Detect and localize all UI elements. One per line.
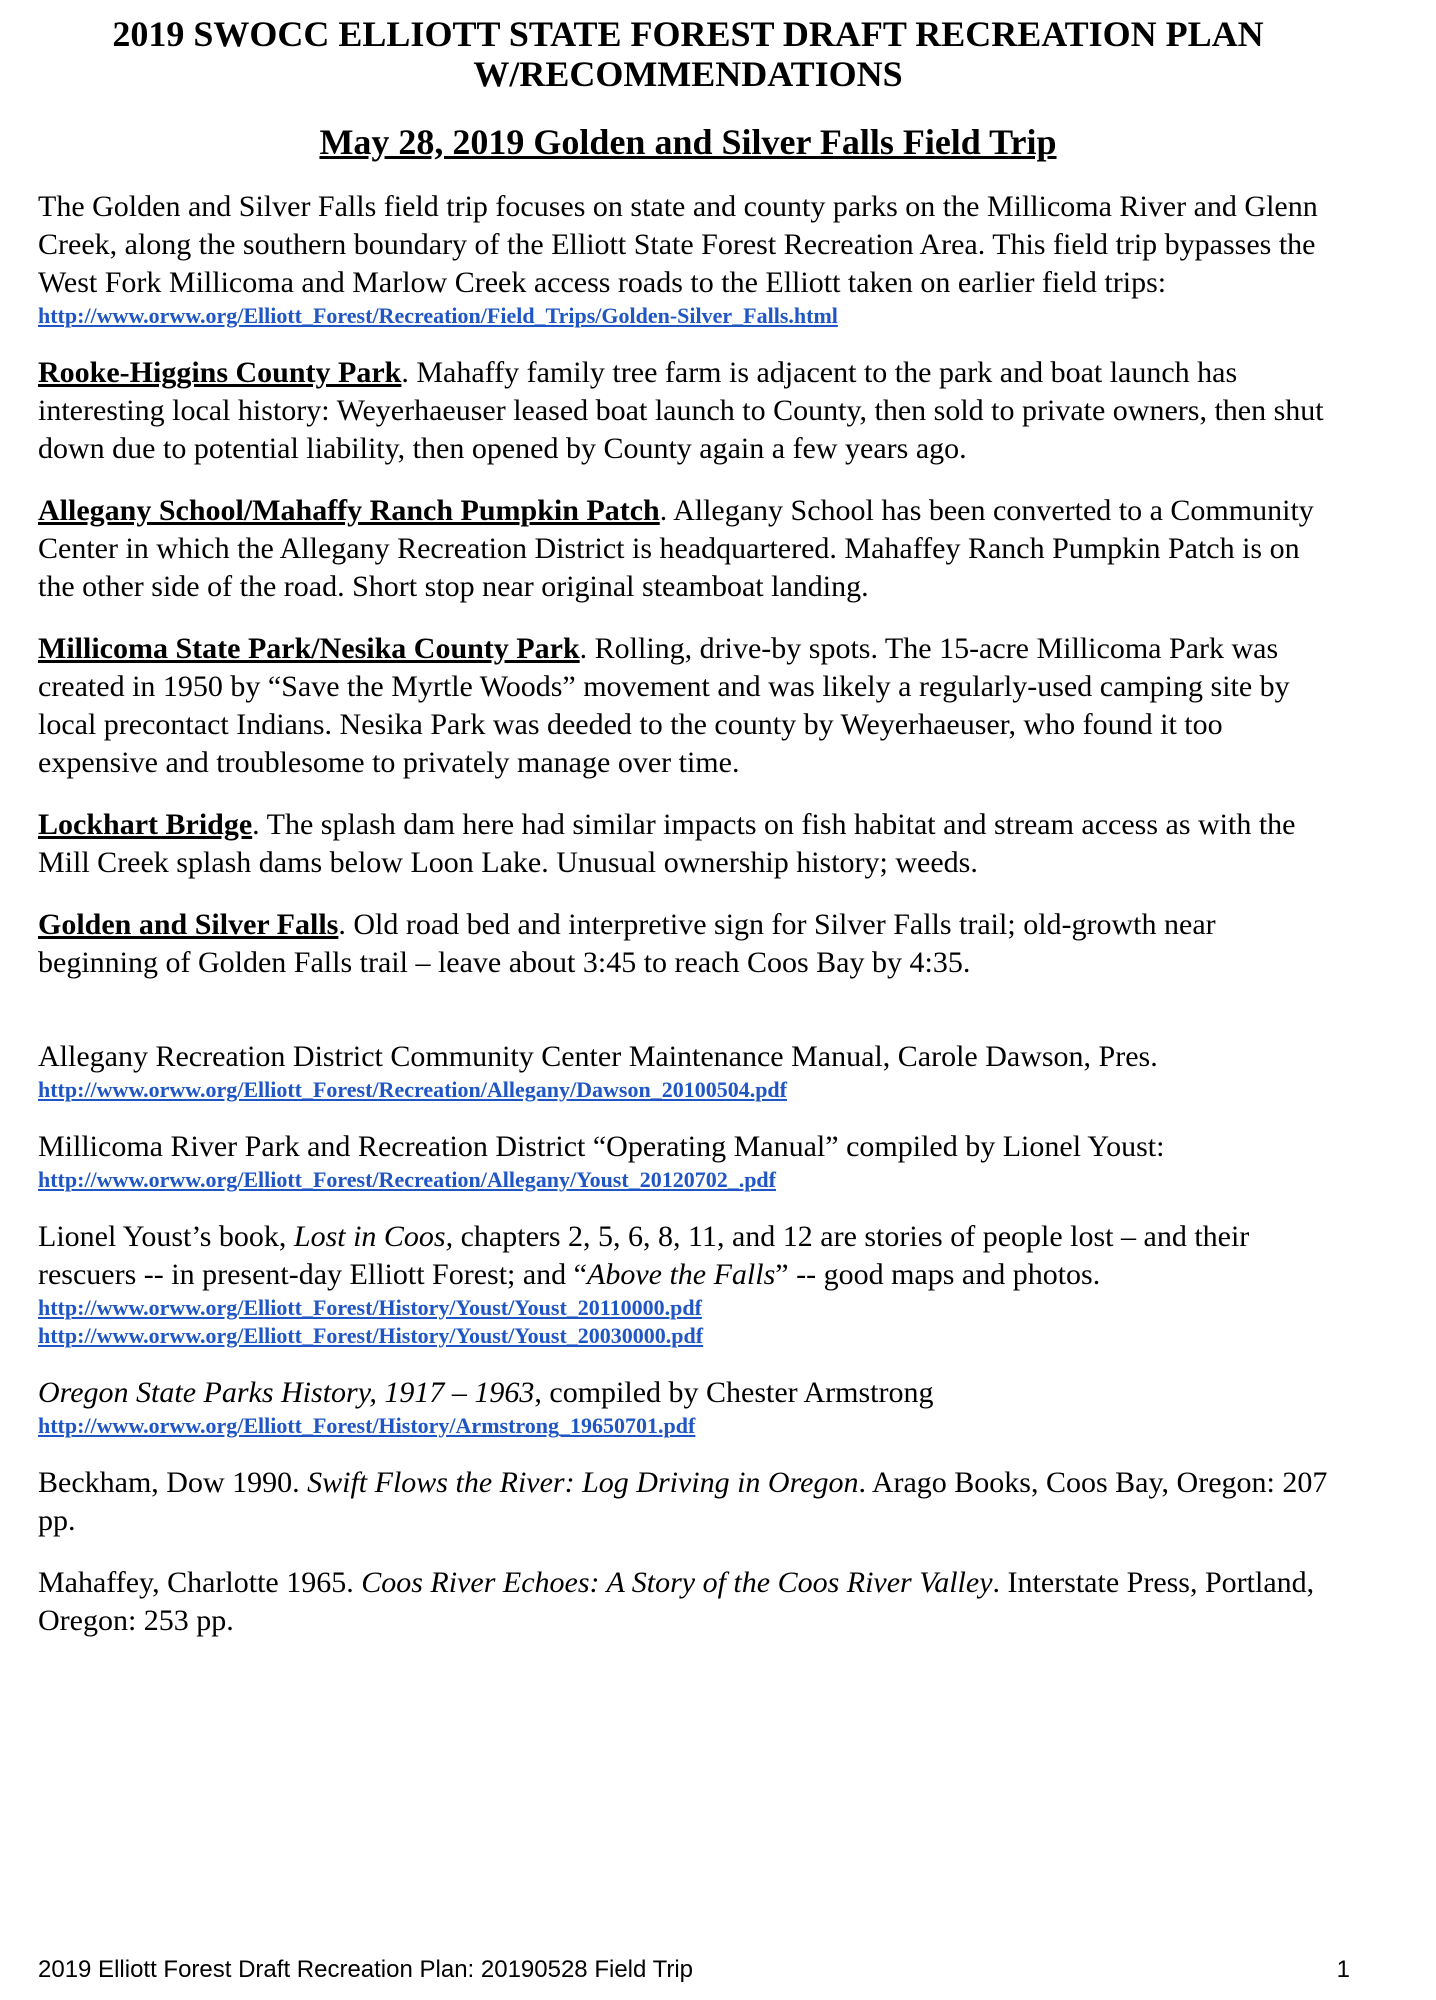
stop-rooke-higgins (38, 354, 1338, 468)
reference-link[interactable]: http://www.orww.org/Elliott_Forest/Recreation/Allegany/Youst_20120702_.pdf (38, 1167, 776, 1192)
reference-text: Millicoma River Park and Recreation District “Operating Manual” compiled by Lionel Youst: (38, 1130, 1165, 1163)
reference-text-part: Lionel Youst’s book, (38, 1220, 294, 1253)
stop-text: . The splash dam here had similar impacts on fish habitat and stream access as with the Mill Creek splash dams below Loon Lake. Unusual ownership history; weeds. (38, 808, 1296, 879)
stop-lockhart-bridge (38, 806, 1338, 882)
reference-text (38, 1374, 1338, 1412)
stop-text: . Rolling, drive-by spots. The 15-acre Millicoma Park was created in 1950 by “Save the Myrtle Woods” movement and was likely a regularly-used camping site by local precontact Indians. Nesika Park was deeded to the county by Weyerhaeuser, who found it too expensive and troublesome to privately manage over time. (38, 632, 1290, 779)
document-page (38, 14, 1338, 1640)
stop-heading: Allegany School/Mahaffy Ranch Pumpkin Patch (38, 494, 660, 527)
reference-text (38, 1218, 1338, 1294)
footer-text: 2019 Elliott Forest Draft Recreation Plan: 20190528 Field Trip (38, 1956, 694, 1983)
reference-dawson (38, 1038, 1338, 1104)
stop-heading: Rooke-Higgins County Park (38, 356, 402, 389)
reference-link[interactable]: http://www.orww.org/Elliott_Forest/Recreation/Allegany/Dawson_20100504.pdf (38, 1077, 787, 1102)
reference-text-part: Mahaffey, Charlotte 1965. (38, 1566, 362, 1599)
reference-text-part: , compiled by Chester Armstrong (534, 1376, 934, 1409)
stop-paragraph (38, 354, 1338, 468)
book-title: Oregon State Parks History, 1917 – 1963 (38, 1376, 535, 1409)
stop-text: . Allegany School has been converted to a Community Center in which the Allegany Recreation District is headquartered. Mahaffey Ranch Pumpkin Patch is on the other side of the road. Short stop near original steamboat landing. (38, 494, 1314, 603)
stop-paragraph (38, 492, 1338, 606)
intro-section (38, 188, 1338, 330)
reference-link[interactable]: http://www.orww.org/Elliott_Forest/History/Armstrong_19650701.pdf (38, 1413, 696, 1438)
reference-mahaffey (38, 1564, 1338, 1640)
book-title: Swift Flows the River: Log Driving in Oregon (307, 1466, 859, 1499)
reference-text-part: ” -- good maps and photos. (775, 1258, 1101, 1291)
stop-paragraph (38, 630, 1338, 782)
reference-beckham (38, 1464, 1338, 1540)
book-title: Above the Falls (587, 1258, 776, 1291)
book-title: Lost in Coos, (293, 1220, 454, 1253)
stop-heading: Millicoma State Park/Nesika County Park (38, 632, 580, 665)
title-line-1: 2019 SWOCC ELLIOTT STATE FOREST DRAFT RECREATION PLAN (112, 14, 1264, 54)
reference-text-part: . Arago Books, Coos Bay, Oregon: 207 pp. (38, 1466, 1328, 1537)
stop-millicoma-park (38, 630, 1338, 782)
stop-allegany-school (38, 492, 1338, 606)
reference-text: Allegany Recreation District Community Center Maintenance Manual, Carole Dawson, Pres. (38, 1040, 1158, 1073)
stop-paragraph (38, 906, 1338, 982)
reference-text-part: chapters 2, 5, 6, 8, 11, and 12 are stories of people lost – and their rescuers -- in present-day Elliott Forest; and “ (38, 1220, 1250, 1291)
reference-text (38, 1464, 1338, 1540)
reference-link[interactable]: http://www.orww.org/Elliott_Forest/History/Youst/Youst_20110000.pdf (38, 1295, 702, 1320)
book-title: Coos River Echoes: A Story of the Coos River Valley (361, 1566, 993, 1599)
stop-heading: Golden and Silver Falls (38, 908, 339, 941)
page-number: 1 (1336, 1956, 1350, 1983)
stop-paragraph (38, 806, 1338, 882)
document-title (38, 14, 1338, 94)
stop-heading: Lockhart Bridge (38, 808, 253, 841)
stop-golden-silver-falls (38, 906, 1338, 982)
reference-youst-books (38, 1218, 1338, 1350)
reference-youst-manual (38, 1128, 1338, 1194)
stop-text: . Mahaffy family tree farm is adjacent to the park and boat launch has interesting local history: Weyerhaeuser leased boat launch to County, then sold to private owners, then shut down due to potential liability, then opened by County again a few years ago. (38, 356, 1324, 465)
reference-text (38, 1564, 1338, 1640)
section-spacer (38, 982, 1338, 1038)
document-subtitle: May 28, 2019 Golden and Silver Falls Field Trip (319, 122, 1057, 162)
reference-armstrong (38, 1374, 1338, 1440)
stop-text: . Old road bed and interpretive sign for Silver Falls trail; old-growth near beginning of Golden Falls trail – leave about 3:45 to reach Coos Bay by 4:35. (38, 908, 1216, 979)
title-line-2: W/RECOMMENDATIONS (473, 54, 903, 94)
reference-text-part: . Interstate Press, Portland, Oregon: 253 pp. (38, 1566, 1315, 1637)
page-footer (38, 1955, 1350, 1985)
reference-text-part: Beckham, Dow 1990. (38, 1466, 308, 1499)
reference-link[interactable]: http://www.orww.org/Elliott_Forest/History/Youst/Youst_20030000.pdf (38, 1323, 704, 1348)
intro-paragraph: The Golden and Silver Falls field trip focuses on state and county parks on the Millicoma River and Glenn Creek, along the southern boundary of the Elliott State Forest Recreation Area. This field trip bypasses the West Fork Millicoma and Marlow Creek access roads to the Elliott taken on earlier field trips: (38, 190, 1318, 299)
intro-link[interactable]: http://www.orww.org/Elliott_Forest/Recreation/Field_Trips/Golden-Silver_Falls.html (38, 303, 838, 328)
